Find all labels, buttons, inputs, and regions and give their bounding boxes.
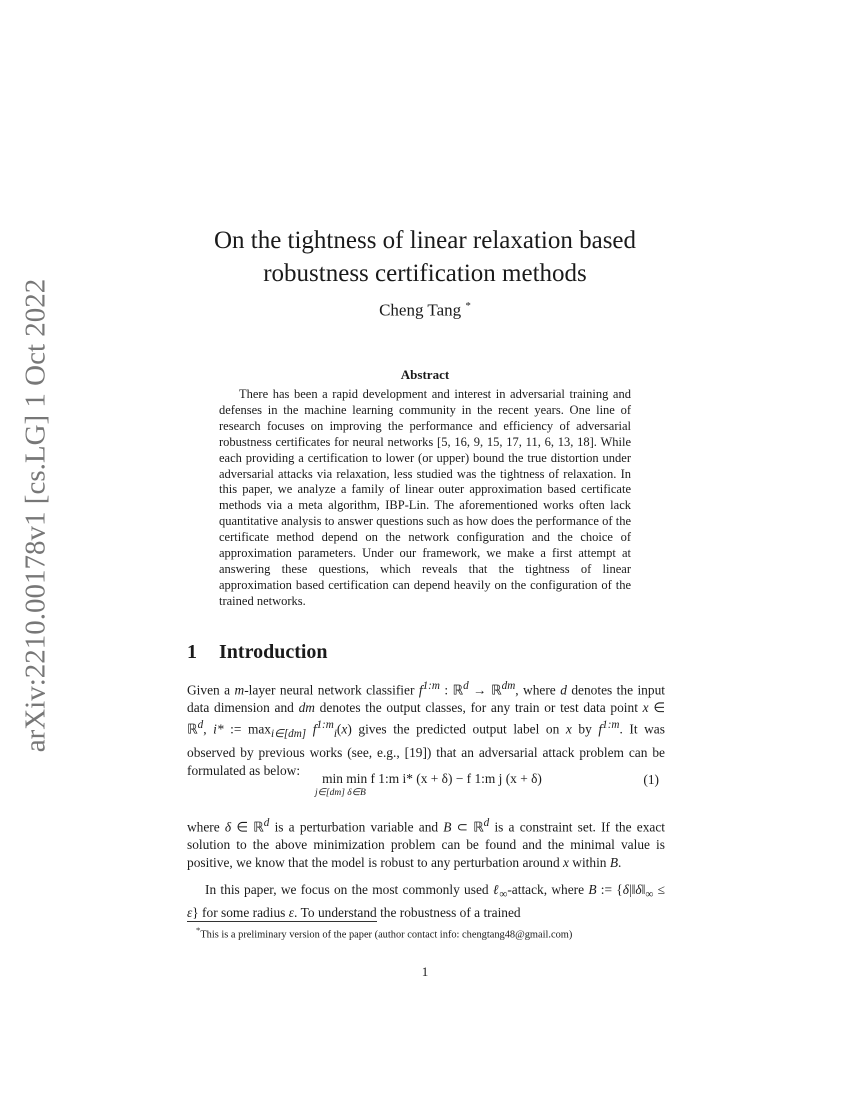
footnote-rule — [187, 921, 377, 922]
equation-1 — [187, 770, 665, 804]
footnote-text: This is a preliminary version of the paper (author contact info: chengtang48@gmail.com) — [200, 929, 573, 941]
footnote-mark: * — [196, 925, 201, 935]
intro-paragraph-3: In this paper, we focus on the most commonly used ℓ$_\infty$-attack, where B := $\{\delta|‖\delta‖_\infty \le \varepsilon\}$ for some radius ε. To understand the robustness of a trained — [187, 882, 665, 921]
section-number: 1 — [187, 641, 197, 663]
title-line-1: On the tightness of linear relaxation based — [213, 227, 637, 254]
abstract-text: There has been a rapid development and interest in adversarial training and defenses in the machine learning community in the recent years. One line of research focuses on improving the performance and efficiency of adversarial robustness certificates for neural networks [5, 16, 9, 15, 17, 11, 6, 13, 18]. While each providing a certification to lower (or upper) bound the true distortion under adversarial attacks via relaxation, less studied was the tightness of relaxation. In this paper, we analyze a family of linear outer approximation based certificate methods via a meta algorithm, IBP-Lin. The aforementioned works often lack quantitative analysis to answer questions such as how does the performance of the certificate method depend on the network configuration and the choice of approximation parameters. Under our framework, we make a first attempt at answering these questions, which reveals that the tightness of linear approximation based certification can depend heavily on the configuration of the trained networks. — [219, 387, 631, 608]
section-heading-introduction — [187, 641, 328, 664]
author-footnote-mark: * — [465, 300, 471, 312]
equation-subscripts: j∈[dm] δ∈B — [315, 788, 366, 798]
arxiv-identifier — [14, 280, 58, 750]
author-line — [150, 300, 700, 321]
footnote — [196, 925, 676, 940]
intro-paragraph-1: Given a m-layer neural network classifier $f^{1:m}$ : ℝ$^d$ → ℝ$^{dm}$, where d denotes the input data dimension and dm denotes the output classes, for any train or test data point x ∈ ℝ$^d$, i* := $\max_{i\in[dm]} f^{1:m}_i(x)$ gives the predicted output label on x by $f^{1:m}$. It was observed by previous works (see, e.g., [19]) that an adversarial attack problem can be formulated as below: — [187, 680, 665, 778]
equation-number: (1) — [643, 772, 659, 787]
page-number: 1 — [421, 964, 429, 979]
intro-paragraph-2: where δ ∈ ℝ$^d$ is a perturbation variable and B ⊂ ℝ$^d$ is a constraint set. If the exact solution to the above minimization problem can be found and the minimal value is positive, we know that the model is robust to any perturbation around x within B. — [187, 817, 665, 871]
paper-title — [150, 224, 700, 290]
arxiv-identifier-text: arXiv:2210.00178v1 [cs.LG] 1 Oct 2022 — [19, 278, 52, 752]
section-title: Introduction — [219, 641, 328, 663]
equation-expression — [302, 770, 562, 799]
author-name: Cheng Tang — [379, 300, 462, 320]
title-line-2: robustness certification methods — [263, 260, 587, 287]
equation-main-line: min min f 1:m i* (x + δ) − f 1:m j (x + δ) — [322, 771, 542, 786]
abstract-heading: Abstract — [400, 367, 450, 382]
